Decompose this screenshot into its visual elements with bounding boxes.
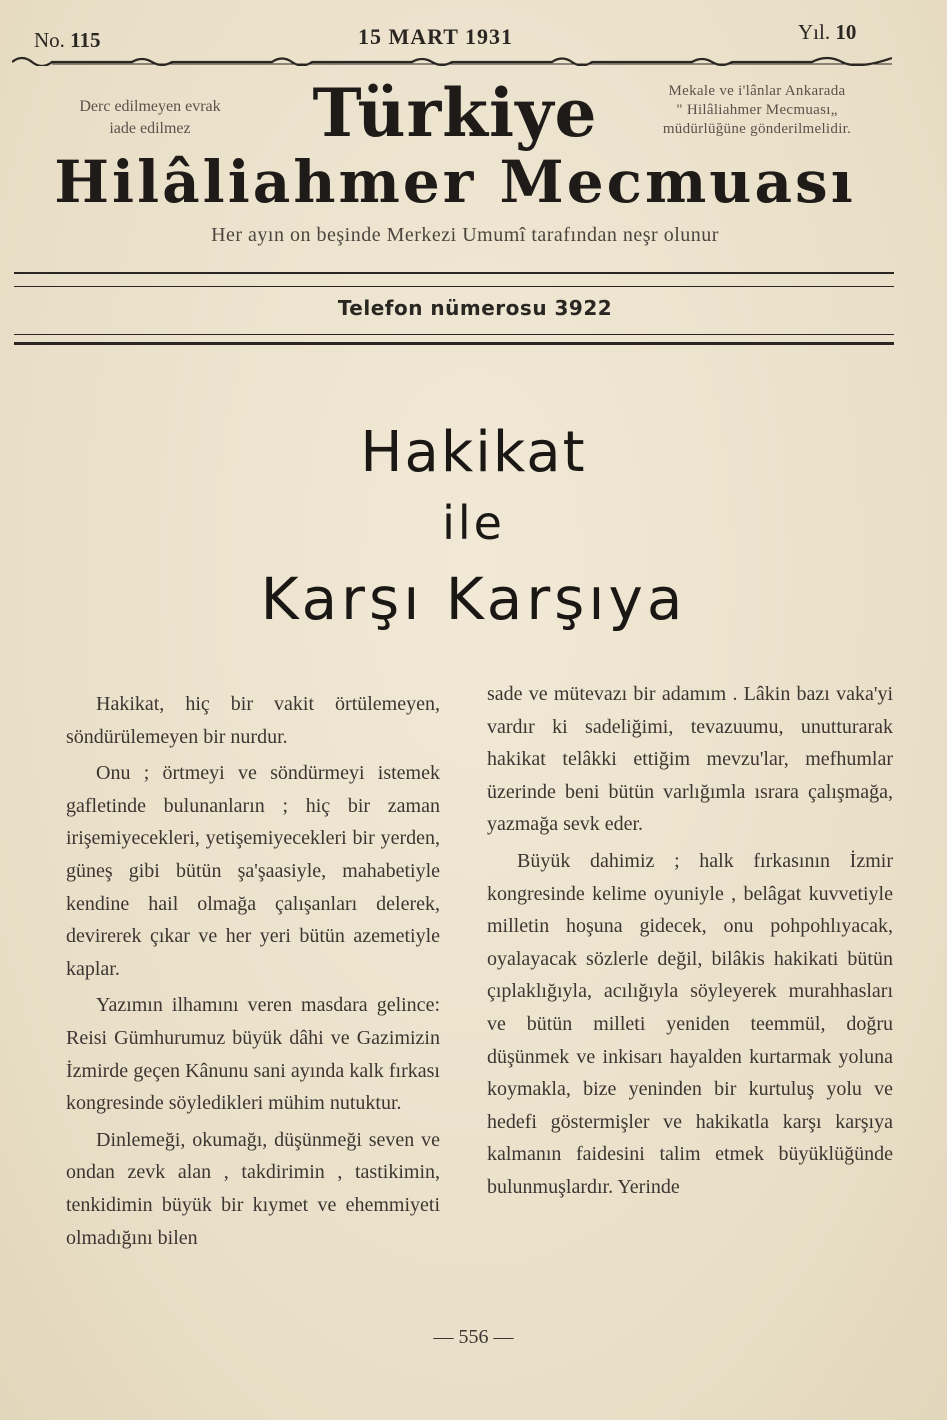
issue-number: [34, 28, 101, 53]
note-left-line: iade edilmez: [109, 120, 191, 137]
article-title-line3: Karşı Karşıya: [260, 565, 687, 633]
note-left: [40, 96, 260, 140]
header-rule-thin: [14, 286, 894, 287]
year-value: 10: [835, 20, 857, 44]
paragraph: Yazımın ilhamını veren masdara gelince: Reisi Gümhurumuz büyük dâhi ve Gazimizin İzmirde geçen Kânunu sani ayında kalk fırkası kongresinde söyledikleri mühim nutuktur.: [66, 994, 440, 1115]
masthead-title-line2: Hilâliahmer Mecmuası: [54, 148, 856, 216]
paragraph: Hakikat, hiç bir vakit örtülemeyen, söndürülemeyen bir nurdur.: [66, 693, 440, 748]
article-column-left: [66, 688, 440, 1258]
article-column-right: [487, 678, 893, 1208]
phone-rule-thick: [14, 342, 894, 345]
article-title-line1: Hakikat: [360, 420, 587, 485]
phone-rule-thin: [14, 334, 894, 335]
masthead-title-line1: Türkiye: [312, 74, 598, 152]
paragraph: Onu ; örtmeyi ve söndürmeyi istemek gafletinde bulunanların ; hiç bir zaman irişemiyecekleri, yetişemiyecekleri bir yerden, güneş gibi bütün şa'şaasiyle, mahabetiyle kendine hail olmağa çalışanları delerek, devirerek çıkar ve her yeri bütün azemetiyle kaplar.: [66, 762, 440, 980]
note-left-line: Derc edilmeyen evrak: [79, 98, 221, 115]
header-rule-thick: [14, 272, 894, 274]
issue-value: 115: [70, 28, 101, 52]
issue-label: No.: [34, 28, 65, 52]
page-number: — 556 —: [433, 1326, 514, 1348]
note-right-line: Mekale ve i'lânlar Ankarada: [668, 83, 846, 99]
article-title-line2: ile: [442, 496, 505, 550]
volume-year: [798, 20, 856, 45]
paragraph: sade ve mütevazı bir adamım . Lâkin bazı vaka'yi vardır ki sadeliğimi, tevazuumu, unutturarak hakikat telâkki ettiğim mevzu'lar, mefhumlar üzerinde beni bütün varlığımla ısrara çalışmağa, yazmağa sevk eder.: [487, 683, 893, 836]
paragraph: Dinlemeği, okumağı, düşünmeği seven ve ondan zevk alan , takdirimin , tastikimin, tenkidimin büyük bir kıymet ve ehemmiyeti olmadığını bilen: [66, 1128, 440, 1249]
phone-number: Telefon nümerosu 3922: [337, 296, 613, 320]
note-right-line: müdürlüğüne gönderilmelidir.: [662, 121, 852, 137]
note-right: [612, 82, 902, 139]
top-ornament-rule: [12, 52, 892, 66]
year-label: Yıl.: [798, 20, 831, 44]
issue-date: 15 MART 1931: [358, 24, 514, 49]
paragraph: Büyük dahimiz ; halk fırkasının İzmir kongresinde kelime oyuniyle , belâgat kuvvetiyle milletin hoşuna gidecek, onu pohpohlıyacak, oyalayacak sözlerle değil, bilâkis hakikati bütün çıplaklığıyla, acılığıyla söyleyerek murahhasları ve bütün milleti yeniden teemmül, doğru düşünmek ve inkisarı hayalden kurtarmak yoluna koymakla, bize yeninden bir kurtuluş yolu ve hedefi göstermişler ve hakikatla karşı karşıya kalmanın faidesini talim etmek büyüklüğünde bulunmuşlardır. Yerinde: [487, 849, 893, 1198]
note-right-line: " Hilâliahmer Mecmuası„: [676, 102, 838, 118]
masthead-subtitle: Her ayın on beşinde Merkezi Umumî tarafından neşr olunur: [211, 224, 719, 246]
